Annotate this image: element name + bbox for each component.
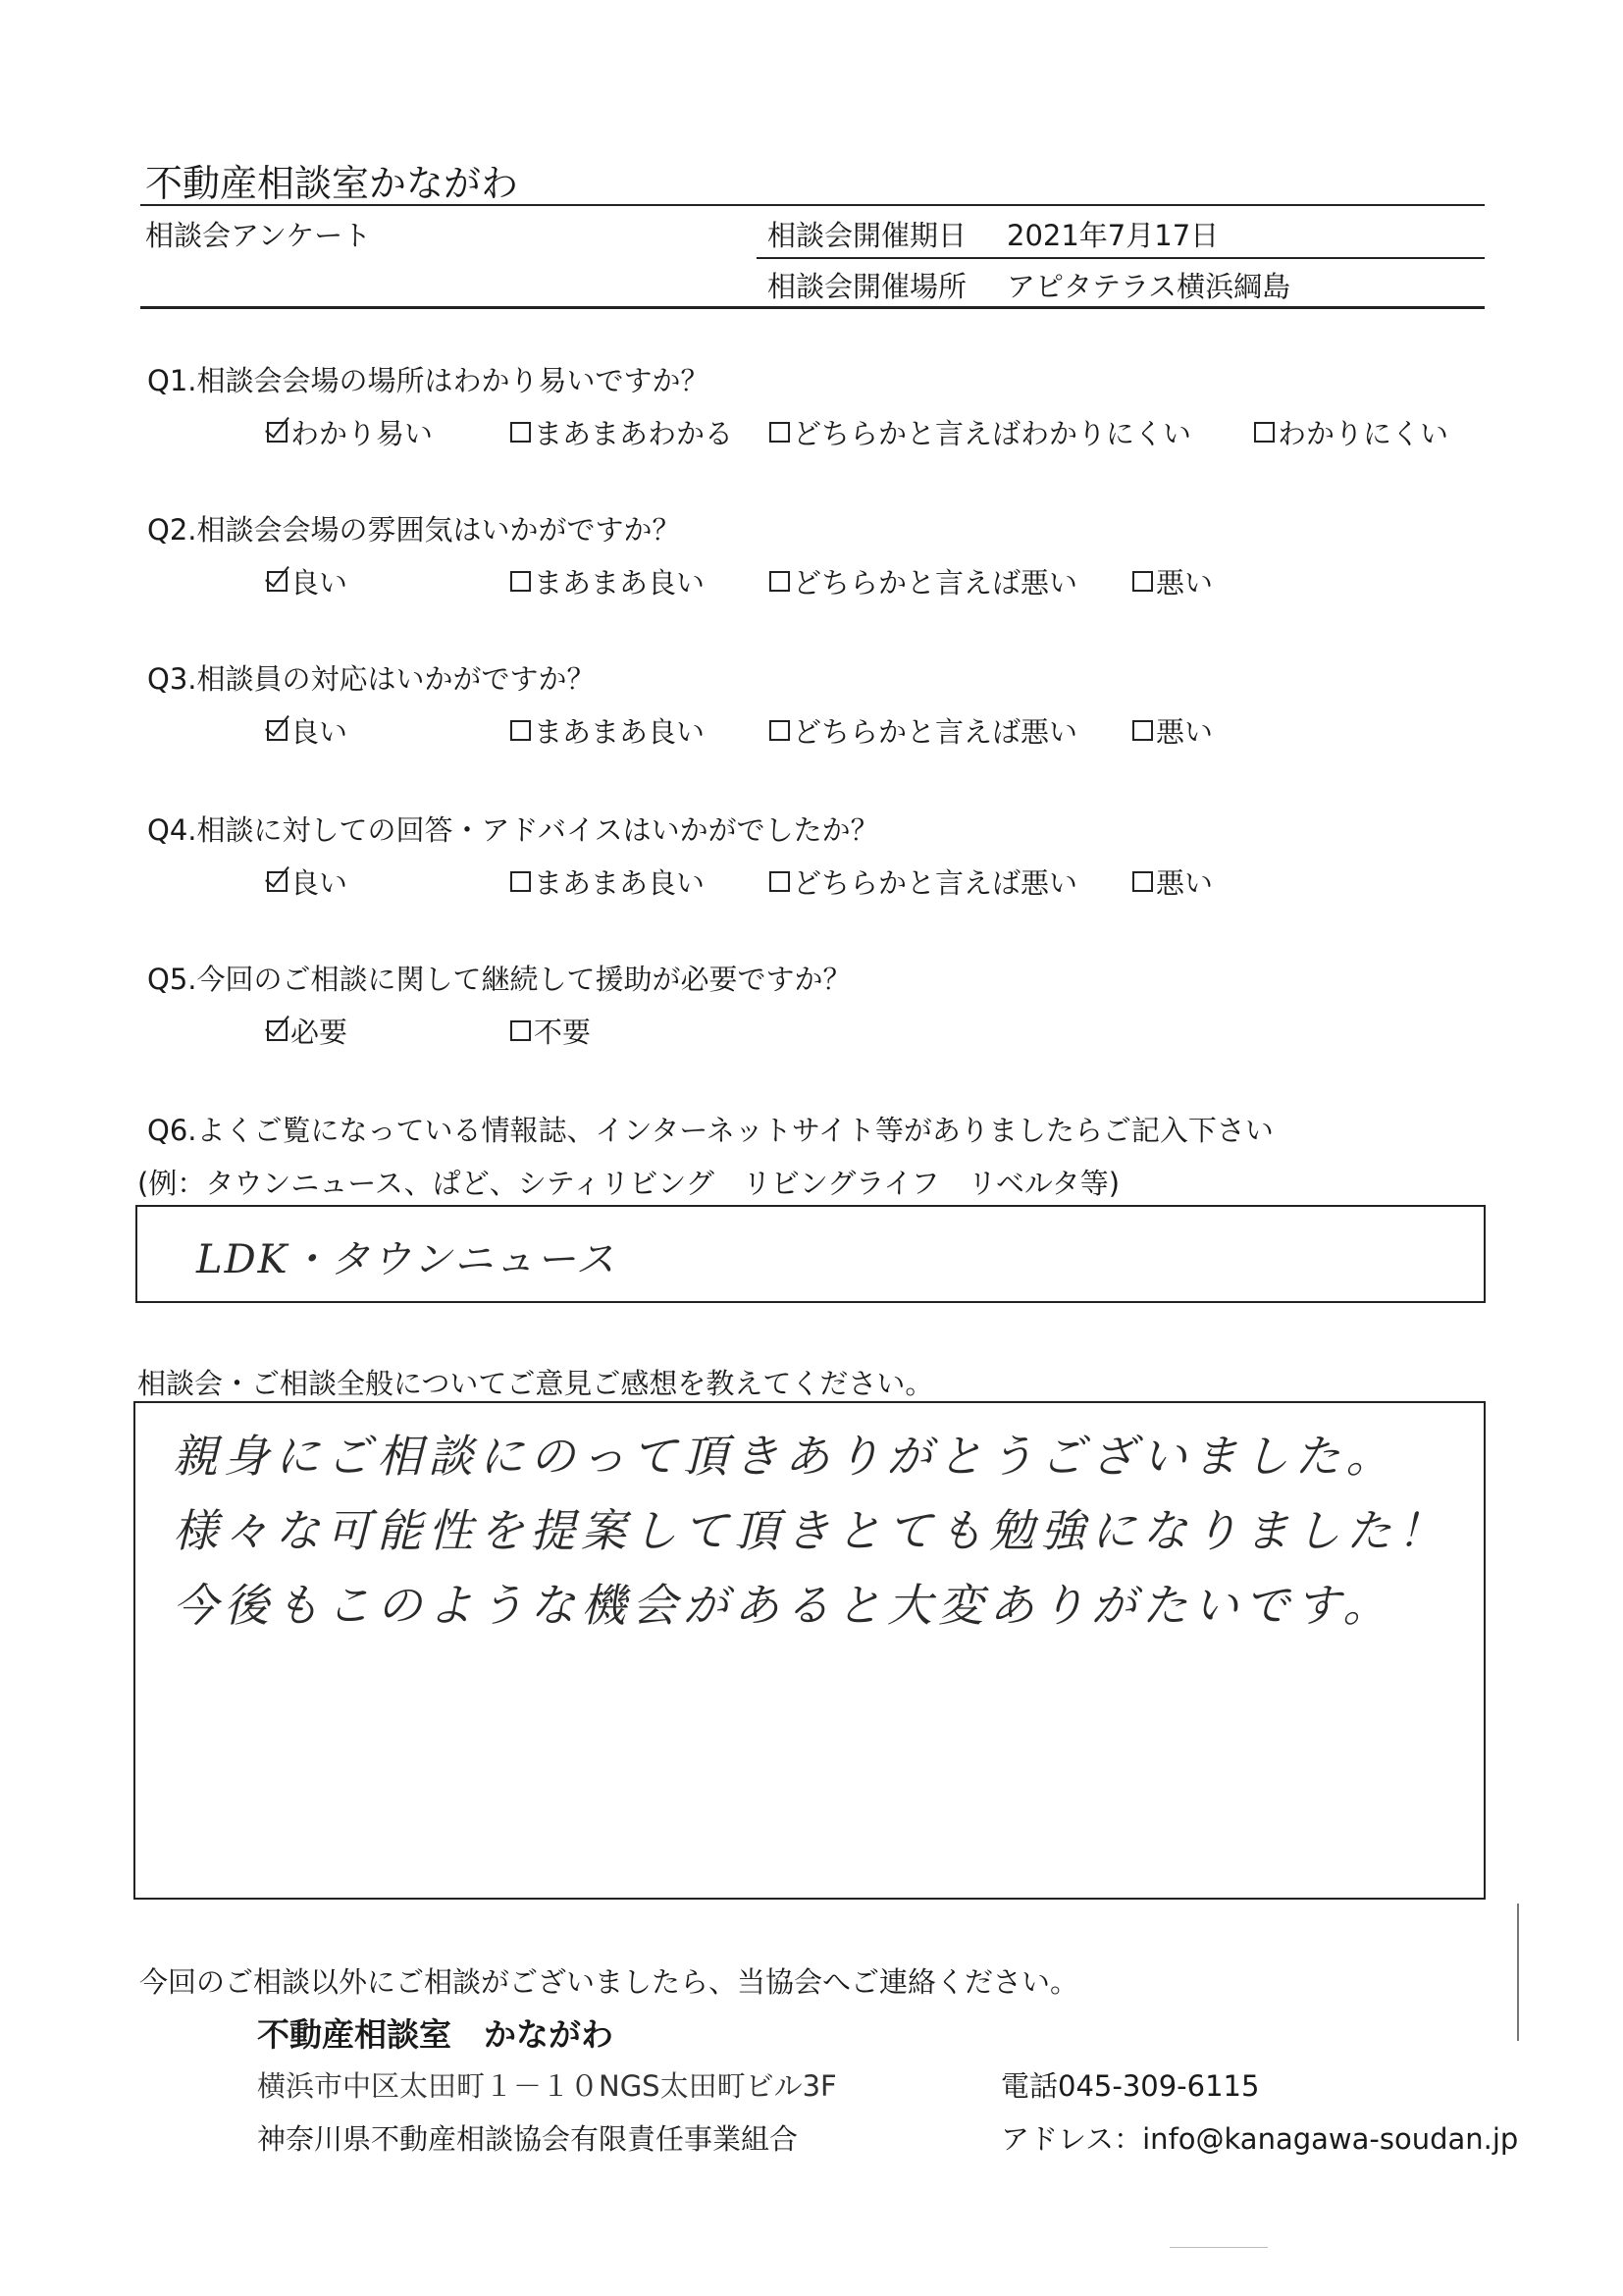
checkbox-icon[interactable] — [510, 871, 531, 892]
q3-option-3[interactable] — [769, 710, 1077, 751]
page-title: 不動産相談室かながわ — [145, 162, 519, 205]
checkbox-checked-icon[interactable] — [267, 720, 288, 741]
checkbox-icon[interactable] — [769, 871, 790, 892]
checkbox-icon[interactable] — [1132, 871, 1153, 892]
checkbox-checked-icon[interactable] — [267, 1020, 288, 1041]
option-label: わかり易い — [290, 417, 434, 450]
checkbox-icon[interactable] — [510, 571, 531, 592]
checkbox-icon[interactable] — [769, 422, 790, 443]
option-label: 良い — [290, 566, 348, 600]
q2-option-2[interactable] — [510, 561, 705, 601]
option-label: 良い — [290, 715, 348, 749]
question-1-label: Q1.相談会会場の場所はわかり易いですか？ — [147, 364, 709, 397]
comment-line-3: 今後もこのような機会があると大変ありがたいです。 — [173, 1579, 1394, 1632]
option-label: どちらかと言えば悪い — [793, 715, 1078, 749]
checkbox-icon[interactable] — [510, 720, 531, 741]
venue-label: 相談会開催場所 — [767, 270, 968, 303]
comments-label: 相談会・ご相談全般についてご意見ご感想を教えてください。 — [137, 1367, 934, 1400]
q2-option-1[interactable] — [267, 561, 347, 601]
q1-option-4[interactable] — [1254, 412, 1448, 452]
option-label: わかりにくい — [1278, 417, 1449, 450]
q2-option-3[interactable] — [769, 561, 1077, 601]
q2-option-4[interactable] — [1132, 561, 1213, 601]
checkbox-checked-icon[interactable] — [267, 422, 288, 443]
option-label: まあまあ良い — [534, 566, 706, 600]
option-label: 悪い — [1156, 866, 1214, 900]
checkbox-checked-icon[interactable] — [267, 571, 288, 592]
scan-mark — [1170, 2247, 1268, 2248]
option-label: まあまあ良い — [534, 715, 706, 749]
question-2-label: Q2.相談会会場の雰囲気はいかがですか？ — [147, 513, 681, 547]
question-6-label: Q6.よくご覧になっている情報誌、インターネットサイト等がありましたらご記入下さい — [147, 1114, 1274, 1147]
q1-option-3[interactable] — [769, 412, 1191, 452]
option-label: 必要 — [290, 1016, 348, 1049]
option-label: どちらかと言えば悪い — [793, 566, 1078, 600]
option-label: 良い — [290, 866, 348, 900]
scan-mark — [1517, 1904, 1519, 2041]
checkbox-icon[interactable] — [1132, 571, 1153, 592]
checkbox-icon[interactable] — [510, 422, 531, 443]
date-divider — [757, 257, 1485, 259]
q6-handwritten-answer: LDK・タウンニュース — [196, 1237, 617, 1282]
footer-email: アドレス：info@kanagawa-soudan.jp — [1001, 2122, 1519, 2156]
checkbox-icon[interactable] — [1132, 720, 1153, 741]
comment-line-1: 親身にご相談にのって頂きありがとうございました。 — [173, 1430, 1397, 1483]
q3-option-2[interactable] — [510, 710, 705, 751]
q4-option-1[interactable] — [267, 861, 347, 902]
header-divider — [140, 306, 1485, 309]
q1-option-1[interactable] — [267, 412, 433, 452]
option-label: 悪い — [1156, 715, 1214, 749]
date-value: 2021年7月17日 — [1007, 219, 1220, 252]
option-label: まあまあ良い — [534, 866, 706, 900]
checkbox-icon[interactable] — [510, 1020, 531, 1041]
question-3-label: Q3.相談員の対応はいかがですか？ — [147, 662, 596, 696]
footer-union-name: 神奈川県不動産相談協会有限責任事業組合 — [257, 2122, 799, 2156]
option-label: 不要 — [534, 1016, 592, 1049]
q3-option-1[interactable] — [267, 710, 347, 751]
survey-title: 相談会アンケート — [145, 219, 372, 252]
q5-option-2[interactable] — [510, 1011, 591, 1051]
q3-option-4[interactable] — [1132, 710, 1213, 751]
q4-option-3[interactable] — [769, 861, 1077, 902]
q4-option-4[interactable] — [1132, 861, 1213, 902]
date-label: 相談会開催期日 — [767, 219, 968, 252]
option-label: 悪い — [1156, 566, 1214, 600]
checkbox-icon[interactable] — [769, 571, 790, 592]
comment-line-2: 様々な可能性を提案して頂きとても勉強になりました！ — [173, 1504, 1448, 1557]
option-label: どちらかと言えば悪い — [793, 866, 1078, 900]
footer-org-name: 不動産相談室 かながわ — [257, 2015, 613, 2054]
checkbox-icon[interactable] — [1254, 422, 1275, 443]
venue-value: アピタテラス横浜綱島 — [1007, 270, 1291, 303]
q5-option-1[interactable] — [267, 1011, 347, 1051]
checkbox-icon[interactable] — [769, 720, 790, 741]
q1-option-2[interactable] — [510, 412, 733, 452]
checkbox-checked-icon[interactable] — [267, 871, 288, 892]
q4-option-2[interactable] — [510, 861, 705, 902]
title-divider — [140, 204, 1485, 206]
contact-note: 今回のご相談以外にご相談がございましたら、当協会へご連絡ください。 — [139, 1965, 1079, 1999]
question-4-label: Q4.相談に対しての回答・アドバイスはいかがでしたか？ — [147, 813, 879, 847]
option-label: どちらかと言えばわかりにくい — [793, 417, 1192, 450]
question-5-label: Q5.今回のご相談に関して継続して援助が必要ですか？ — [147, 963, 852, 996]
question-6-example: (例：タウンニュース、ぱど、シティリビング リビングライフ リベルタ等) — [137, 1167, 1121, 1200]
footer-phone: 電話045-309-6115 — [1001, 2069, 1260, 2103]
option-label: まあまあわかる — [534, 417, 734, 450]
footer-address: 横浜市中区太田町１－１０NGS太田町ビル3F — [257, 2069, 837, 2103]
